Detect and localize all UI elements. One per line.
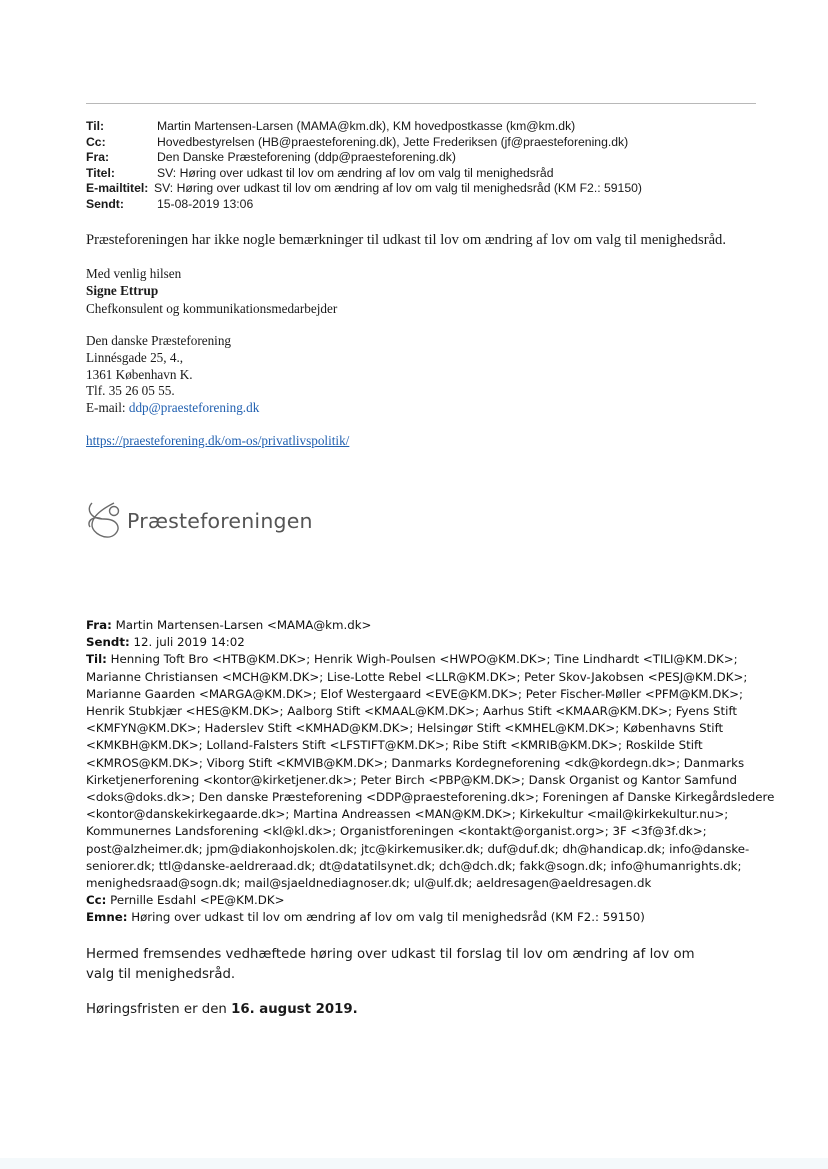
page-bottom-band — [0, 1158, 828, 1169]
fwd-cc-value: Pernille Esdahl <PE@KM.DK> — [110, 893, 285, 908]
body-paragraph-deadline — [86, 1000, 726, 1020]
header-cc-row — [86, 135, 786, 151]
header-title-label: Titel: — [86, 165, 115, 180]
header-sent-label: Sendt: — [86, 196, 124, 211]
address-email-label: E-mail: — [86, 400, 129, 416]
fwd-sent-label: Sendt: — [86, 635, 130, 650]
deadline-date: 16. august 2019. — [231, 1002, 358, 1017]
header-from-row — [86, 150, 786, 166]
header-title-row — [86, 166, 786, 182]
fwd-to-row — [86, 651, 776, 892]
forwarded-message-header — [86, 617, 776, 927]
header-mail-title-row — [86, 181, 786, 197]
body-paragraph-hearing: Hermed fremsendes vedhæftede høring over udkast til forslag til lov om ændring af lov om valg til menighedsråd. — [86, 947, 695, 982]
privacy-policy-link[interactable]: https://praesteforening.dk/om-os/privatlivspolitik/ — [86, 433, 350, 448]
fwd-cc-label: Cc: — [86, 893, 107, 908]
fwd-subject-label: Emne: — [86, 910, 128, 925]
address-org: Den danske Præsteforening — [86, 333, 232, 348]
fwd-sent-row — [86, 634, 776, 651]
fwd-subject-value: Høring over udkast til lov om ændring af lov om valg til menighedsråd (KM F2.: 59150) — [131, 910, 645, 925]
signature-greeting: Med venlig hilsen — [86, 266, 182, 281]
praesteforeningen-logo — [84, 498, 313, 544]
header-to-row — [86, 119, 786, 135]
fwd-from-row — [86, 617, 776, 634]
address-email-line — [86, 400, 586, 417]
signature-block — [86, 265, 586, 317]
header-divider — [86, 103, 756, 104]
praesteforeningen-logo-icon — [84, 497, 124, 546]
fwd-from-label: Fra: — [86, 618, 112, 632]
fwd-from-value: Martin Martensen-Larsen <MAMA@km.dk> — [115, 618, 372, 632]
signature-name: Signe Ettrup — [86, 283, 159, 299]
signature-role: Chefkonsulent og kommunikationsmedarbejder — [86, 300, 338, 316]
logo-wordmark: Præsteforeningen — [127, 509, 313, 533]
address-city: 1361 København K. — [86, 366, 193, 382]
header-from-label: Fra: — [86, 150, 110, 165]
fwd-sent-value: 12. juli 2019 14:02 — [133, 635, 245, 650]
fwd-to-label: Til: — [86, 652, 107, 667]
header-cc-label: Cc: — [86, 134, 106, 149]
email-header — [86, 119, 786, 213]
header-sent-row — [86, 197, 786, 213]
header-sent-value: 15-08-2019 13:06 — [157, 196, 254, 211]
address-street: Linnésgade 25, 4., — [86, 349, 184, 365]
address-block — [86, 333, 586, 417]
address-phone: Tlf. 35 26 05 55. — [86, 383, 175, 399]
fwd-subject-row — [86, 909, 776, 926]
header-cc-value: Hovedbestyrelsen (HB@praesteforening.dk), Jette Frederiksen (jf@praesteforening.dk) — [157, 134, 629, 149]
address-email-link[interactable]: ddp@praesteforening.dk — [128, 400, 260, 416]
header-mail-title-label: E-mailtitel: — [86, 181, 149, 196]
fwd-cc-row — [86, 892, 776, 909]
header-from-value: Den Danske Præsteforening (ddp@praesteforening.dk) — [157, 150, 456, 165]
header-title-value: SV: Høring over udkast til lov om ændring af lov om valg til menighedsråd — [157, 165, 554, 180]
deadline-prefix: Høringsfristen er den — [86, 1002, 232, 1017]
reply-statement: Præsteforeningen har ikke nogle bemærkninger til udkast til lov om ændring af lov om valg til menighedsråd. — [86, 232, 726, 248]
header-to-value: Martin Martensen-Larsen (MAMA@km.dk), KM hovedpostkasse (km@km.dk) — [157, 119, 576, 133]
header-to-label: Til: — [86, 119, 105, 133]
header-mail-title-value: SV: Høring over udkast til lov om ændring af lov om valg til menighedsråd (KM F2.: 59150) — [154, 181, 642, 196]
fwd-to-recipients: Henning Toft Bro <HTB@KM.DK>; Henrik Wigh-Poulsen <HWPO@KM.DK>; Tine Lindhardt <TILI@KM.DK>; Marianne Christiansen <MCH@KM.DK>; Lise-Lotte Rebel <LLR@KM.DK>; Peter Skov-Jakobsen <PESJ@KM.DK>; Marianne Gaarden <MARGA@KM.DK>; Elof Westergaard <EVE@KM.DK>; Peter Fischer-Møller <PFM@KM.DK>; Henrik Stubkjær <HES@KM.DK>; Aalborg Stift <KMAAL@KM.DK>; Aarhus Stift <KMAAR@KM.DK>; Fyens Stift <KMFYN@KM.DK>; Haderslev Stift <KMHAD@KM.DK>; Helsingør Stift <KMHEL@KM.DK>; Københavns Stift <KMKBH@KM.DK>; Lolland-Falsters Stift <LFSTIFT@KM.DK>; Ribe Stift <KMRIB@KM.DK>; Roskilde Stift <KMROS@KM.DK>; Viborg Stift <KMVIB@KM.DK>; Danmarks Kordegneforening <dk@kordegn.dk>; Danmarks Kirketjenerforening <kontor@kirketjener.dk>; Peter Birch <PBP@KM.DK>; Dansk Organist og Kantor Samfund <doks@doks.dk>; Den danske Præsteforening <DDP@praesteforening.dk>; Foreningen af Danske Kirkegårdsledere <kontor@danskekirkegaarde.dk>; Martina Andreassen <MAN@KM.DK>; Kirkekultur <mail@kirkekultur.nu>; Kommunernes Landsforening <kl@kl.dk>; Organistforeningen <kontakt@organist.org>; 3F <3f@3f.dk>; post@alzheimer.dk; jpm@diakonhojskolen.dk; jtc@kirkemusiker.dk; duf@duf.dk; dh@handicap.dk; info@danske-seniorer.dk; ttl@danske-aeldreraad.dk; dt@datatilsynet.dk; dch@dch.dk; fakk@sogn.dk; info@humanrights.dk; menighedsraad@sogn.dk; mail@sjaeldnediagnoser.dk; ul@ulf.dk; aeldresagen@aeldresagen.dk — [86, 652, 775, 891]
